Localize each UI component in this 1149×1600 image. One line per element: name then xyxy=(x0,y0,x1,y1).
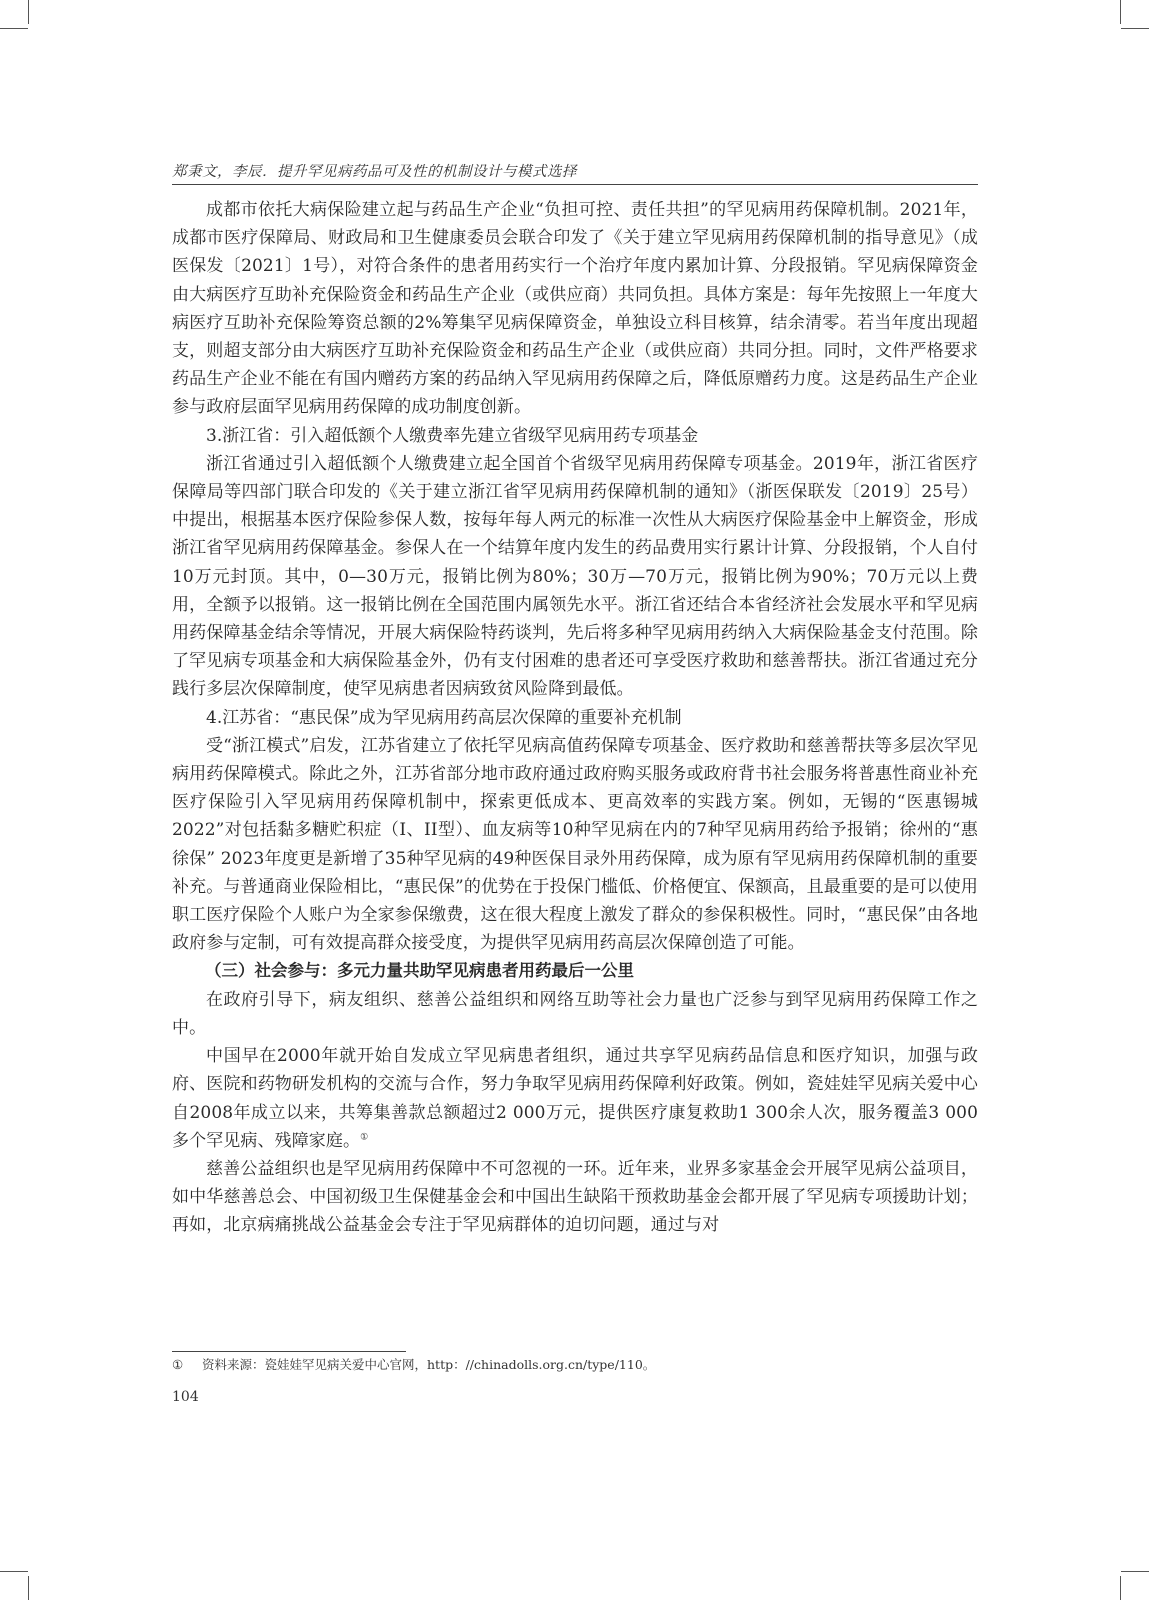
crop-mark xyxy=(28,0,29,24)
crop-mark xyxy=(0,1571,28,1572)
subheading-jiangsu: 4.江苏省：“惠民保”成为罕见病用药高层次保障的重要补充机制 xyxy=(206,707,682,728)
body-text xyxy=(172,196,978,1240)
section-heading-social-participation: （三）社会参与：多元力量共助罕见病患者用药最后一公里 xyxy=(205,961,634,981)
crop-mark xyxy=(28,1576,29,1600)
footnote-mark: ① xyxy=(172,1357,184,1372)
paragraph-jiangsu: 受“浙江模式”启发，江苏省建立了依托罕见病高值药保障专项基金、医疗救助和慈善帮扶等多层次罕见病用药保障模式。除此之外，江苏省部分地市政府通过政府购买服务或政府背书社会服务将普惠性商业补充医疗保险引入罕见病用药保障机制中，探索更低成本、更高效率的实践方案。例如，无锡的“医惠锡城2022”对包括黏多糖贮积症（I、II型）、血友病等10种罕见病在内的7种罕见病用药给予报销；徐州的“惠徐保” 2023年度更是新增了35种罕见病的49种医保目录外用药保障，成为原有罕见病用药保障机制的重要补充。与普通商业保险相比，“惠民保”的优势在于投保门槛低、价格便宜、保额高，且最重要的是可以使用职工医疗保险个人账户为全家参保缴费，这在很大程度上激发了群众的参保积极性。同时，“惠民保”由各地政府参与定制，可有效提高群众接受度，为提供罕见病用药高层次保障创造了可能。 xyxy=(172,735,978,954)
footnote-reference[interactable]: ① xyxy=(360,1132,369,1143)
paragraph-social-forces: 在政府引导下，病友组织、慈善公益组织和网络互助等社会力量也广泛参与到罕见病用药保障工作之中。 xyxy=(172,989,978,1038)
running-header: 郑秉文，李辰．提升罕见病药品可及性的机制设计与模式选择 xyxy=(172,164,577,180)
paragraph-charity-organizations: 慈善公益组织也是罕见病用药保障中不可忽视的一环。近年来，业界多家基金会开展罕见病公益项目，如中华慈善总会、中国初级卫生保健基金会和中国出生缺陷干预救助基金会都开展了罕见病专项援助计划；再如，北京病痛挑战公益基金会专注于罕见病群体的迫切问题，通过与对 xyxy=(172,1158,978,1236)
crop-mark xyxy=(1121,28,1149,29)
footnote-text: 资料来源：瓷娃娃罕见病关爱中心官网，http：//chinadolls.org.cn/type/110。 xyxy=(202,1357,656,1372)
footnote xyxy=(172,1356,978,1374)
crop-mark xyxy=(1120,0,1121,24)
paragraph-zhejiang: 浙江省通过引入超低额个人缴费建立起全国首个省级罕见病用药保障专项基金。2019年，浙江省医疗保障局等四部门联合印发的《关于建立浙江省罕见病用药保障机制的通知》（浙医保联发〔2019〕25号）中提出，根据基本医疗保险参保人数，按每年每人两元的标准一次性从大病医疗保险基金中上解资金，形成浙江省罕见病用药保障基金。参保人在一个结算年度内发生的药品费用实行累计计算、分段报销，个人自付10万元封顶。其中，0—30万元，报销比例为80%；30万—70万元，报销比例为90%；70万元以上费用，全额予以报销。这一报销比例在全国范围内属领先水平。浙江省还结合本省经济社会发展水平和罕见病用药保障基金结余等情况，开展大病保险特药谈判，先后将多种罕见病用药纳入大病保险基金支付范围。除了罕见病专项基金和大病保险基金外，仍有支付困难的患者还可享受医疗救助和慈善帮扶。浙江省通过充分践行多层次保障制度，使罕见病患者因病致贫风险降到最低。 xyxy=(172,453,978,700)
crop-mark xyxy=(1120,1576,1121,1600)
paragraph-chengdu: 成都市依托大病保险建立起与药品生产企业“负担可控、责任共担”的罕见病用药保障机制。2021年，成都市医疗保障局、财政局和卫生健康委员会联合印发了《关于建立罕见病用药保障机制的指导意见》（成医保发〔2021〕1号），对符合条件的患者用药实行一个治疗年度内累加计算、分段报销。罕见病保障资金由大病医疗互助补充保险资金和药品生产企业（或供应商）共同负担。具体方案是：每年先按照上一年度大病医疗互助补充保险筹资总额的2%筹集罕见病保障资金，单独设立科目核算，结余清零。若当年度出现超支，则超支部分由大病医疗互助补充保险资金和药品生产企业（或供应商）共同分担。同时，文件严格要求药品生产企业不能在有国内赠药方案的药品纳入罕见病用药保障之后，降低原赠药力度。这是药品生产企业参与政府层面罕见病用药保障的成功制度创新。 xyxy=(172,200,978,418)
crop-mark xyxy=(1121,1571,1149,1572)
paragraph-patient-organizations xyxy=(172,1042,978,1155)
subheading-zhejiang: 3.浙江省：引入超低额个人缴费率先建立省级罕见病用药专项基金 xyxy=(206,425,699,446)
page-number: 104 xyxy=(172,1389,199,1405)
header-rule xyxy=(172,184,978,185)
crop-mark xyxy=(0,28,28,29)
paragraph-patient-organizations-text: 中国早在2000年就开始自发成立罕见病患者组织，通过共享罕见病药品信息和医疗知识，加强与政府、医院和药物研发机构的交流与合作，努力争取罕见病用药保障利好政策。例如，瓷娃娃罕见病关爱中心自2008年成立以来，共筹集善款总额超过2 000万元，提供医疗康复救助1 300余人次，服务覆盖3 000多个罕见病、残障家庭。 xyxy=(172,1046,978,1151)
footnote-rule xyxy=(172,1351,406,1352)
